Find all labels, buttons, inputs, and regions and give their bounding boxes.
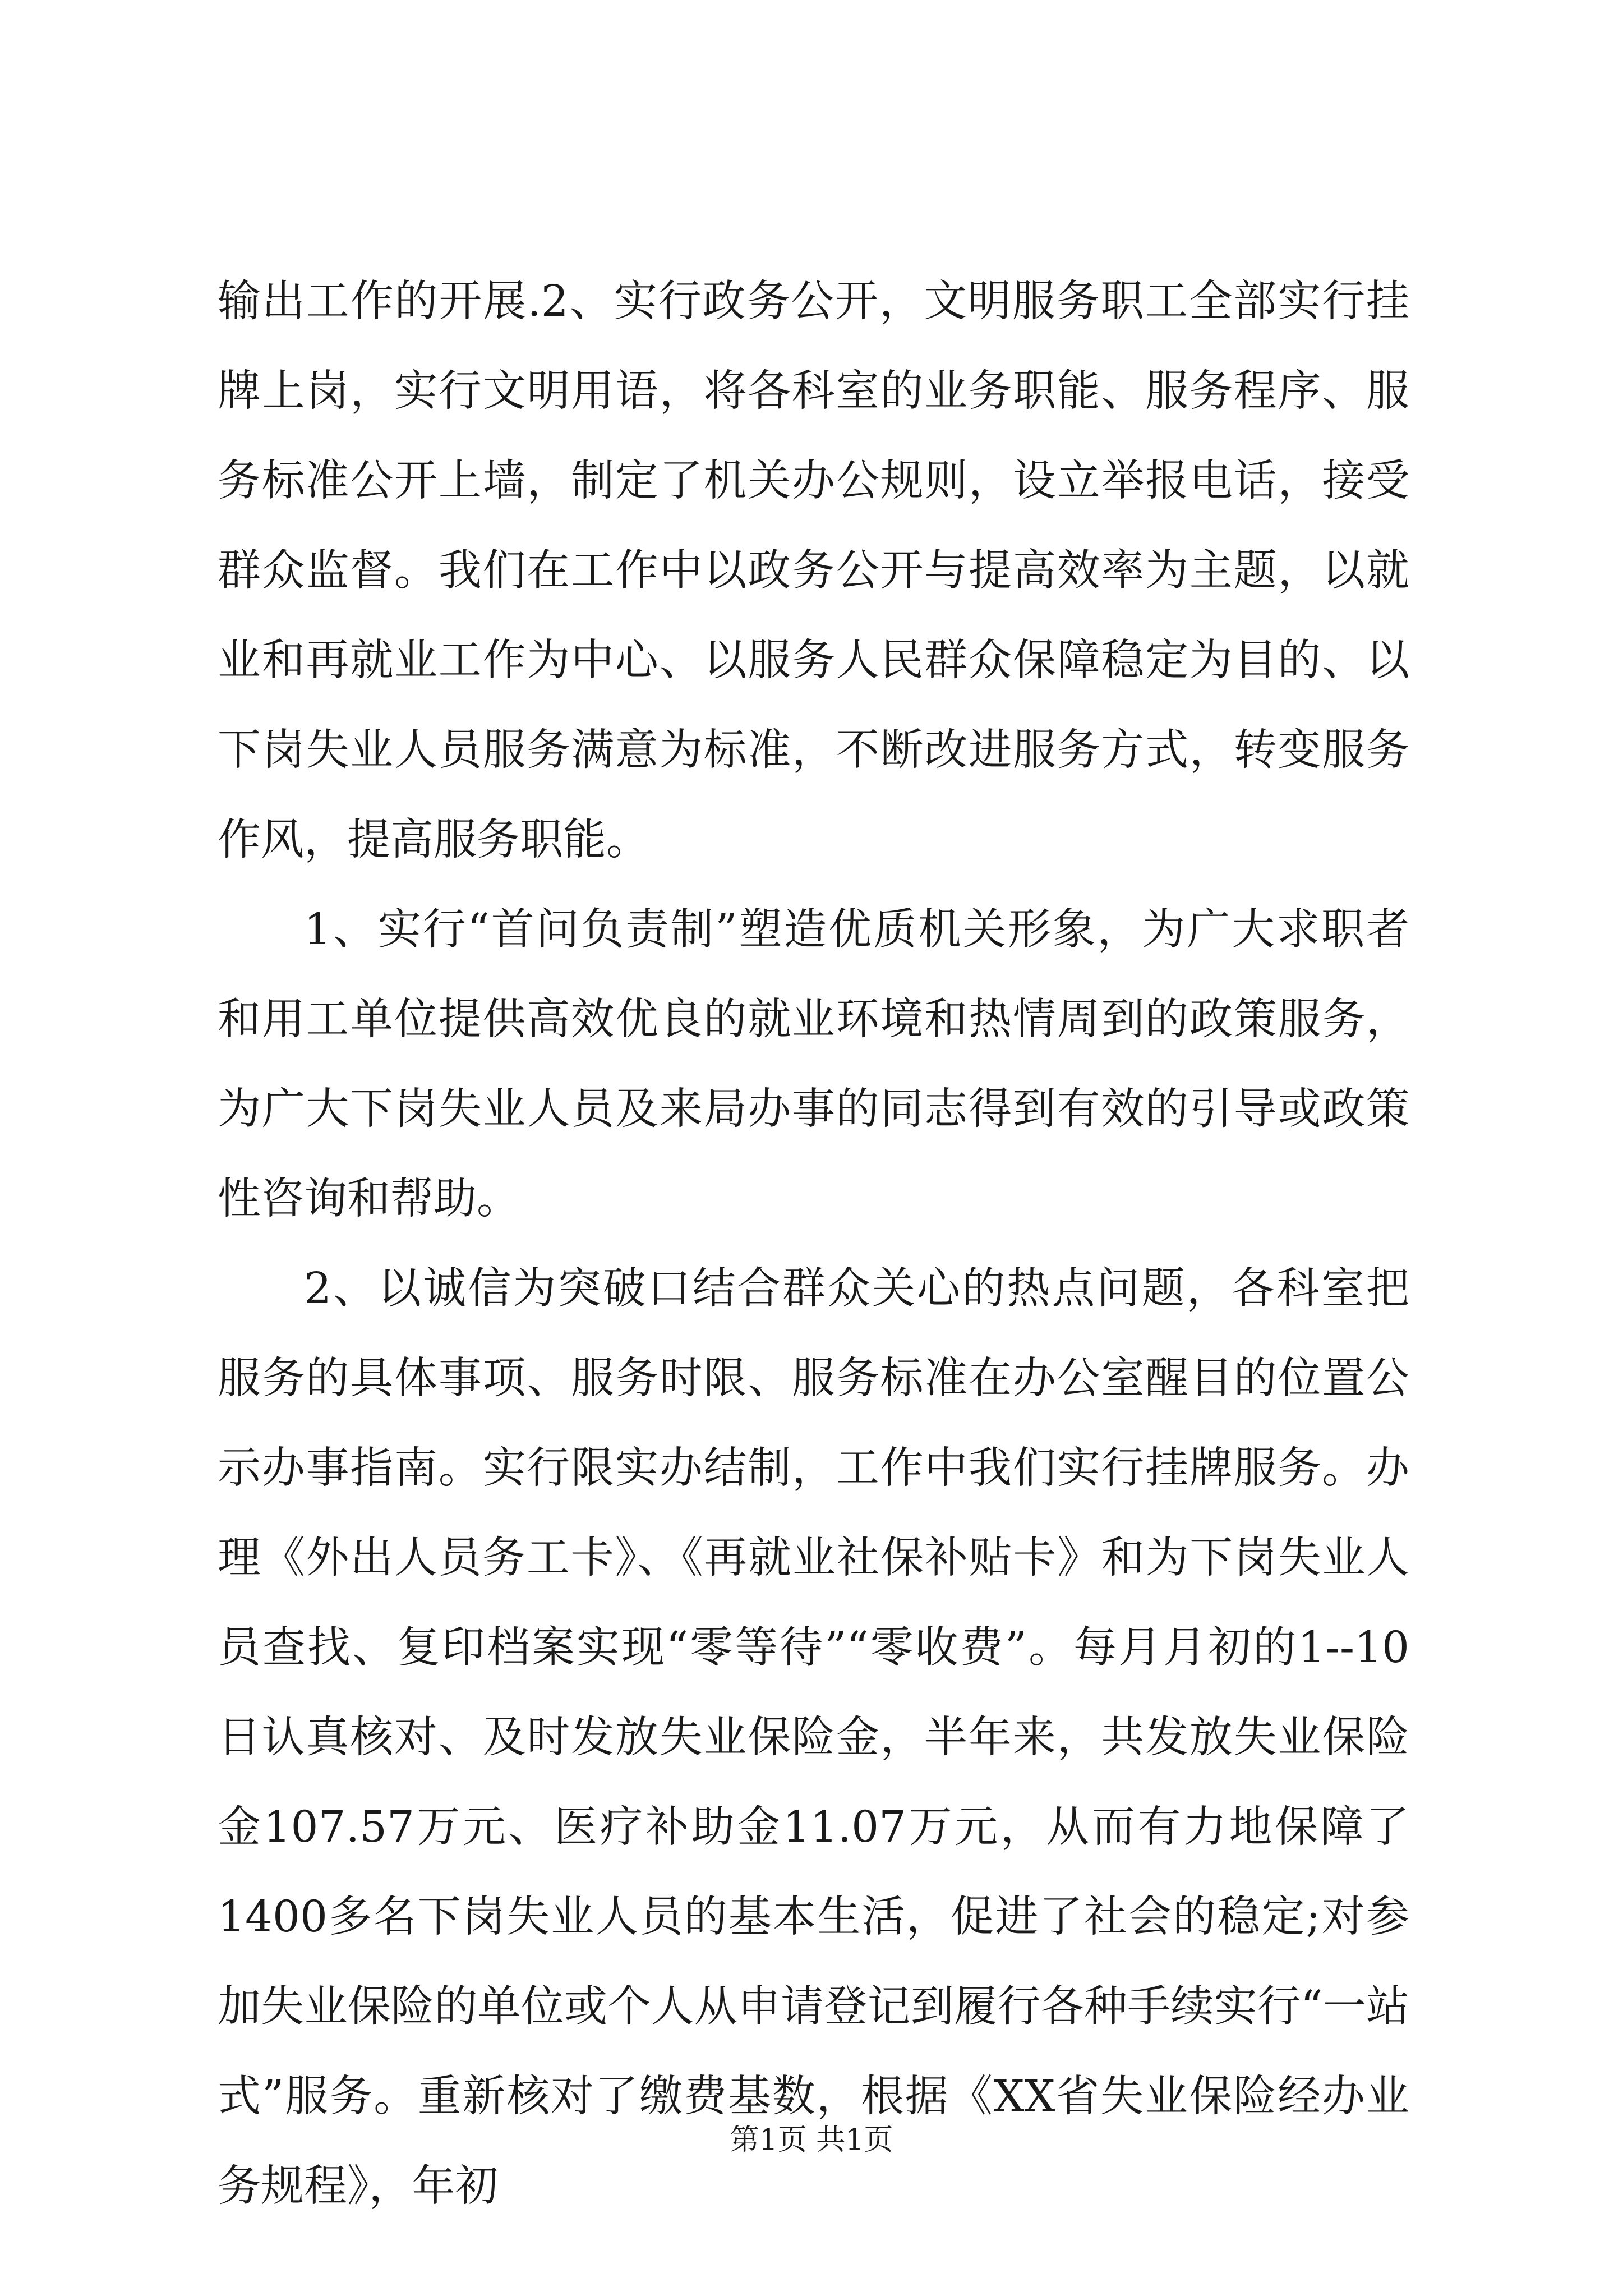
paragraph-continuation: 输出工作的开展.2、实行政务公开，文明服务职工全部实行挂牌上岗，实行文明用语，将各科室的业务职能、服务程序、服务标准公开上墙，制定了机关办公规则，设立举报电话，接受群众监督。我们在工作中以政务公开与提高效率为主题，以就业和再就业工作为中心、以服务人民群众保障稳定为目的、以下岗失业人员服务满意为标准，不断改进服务方式，转变服务作风，提高服务职能。 [218, 277, 1409, 865]
paragraph-integrity: 2、以诚信为突破口结合群众关心的热点问题，各科室把服务的具体事项、服务时限、服务标准在办公室醒目的位置公示办事指南。实行限实办结制，工作中我们实行挂牌服务。办理《外出人员务工卡》、《再就业社保补贴卡》和为下岗失业人员查找、复印档案实现“零等待”“零收费”。每月月初的1--10日认真核对、及时发放失业保险金，半年来，共发放失业保险金107.57万元、医疗补助金11.07万元，从而有力地保障了1400多名下岗失业人员的基本生活，促进了社会的稳定;对参加失业保险的单位或个人从申请登记到履行各种手续实行“一站式”服务。重新核对了缴费基数，根据《XX省失业保险经办业务规程》，年初 [218, 1264, 1409, 2211]
page-footer: 第1页 共1页 [730, 2123, 893, 2157]
paragraph-first-inquiry: 1、实行“首问负责制”塑造优质机关形象，为广大求职者和用工单位提供高效优良的就业环境和热情周到的政策服务，为广大下岗失业人员及来局办事的同志得到有效的引导或政策性咨询和帮助。 [218, 905, 1409, 1224]
document-body [218, 257, 1409, 2231]
